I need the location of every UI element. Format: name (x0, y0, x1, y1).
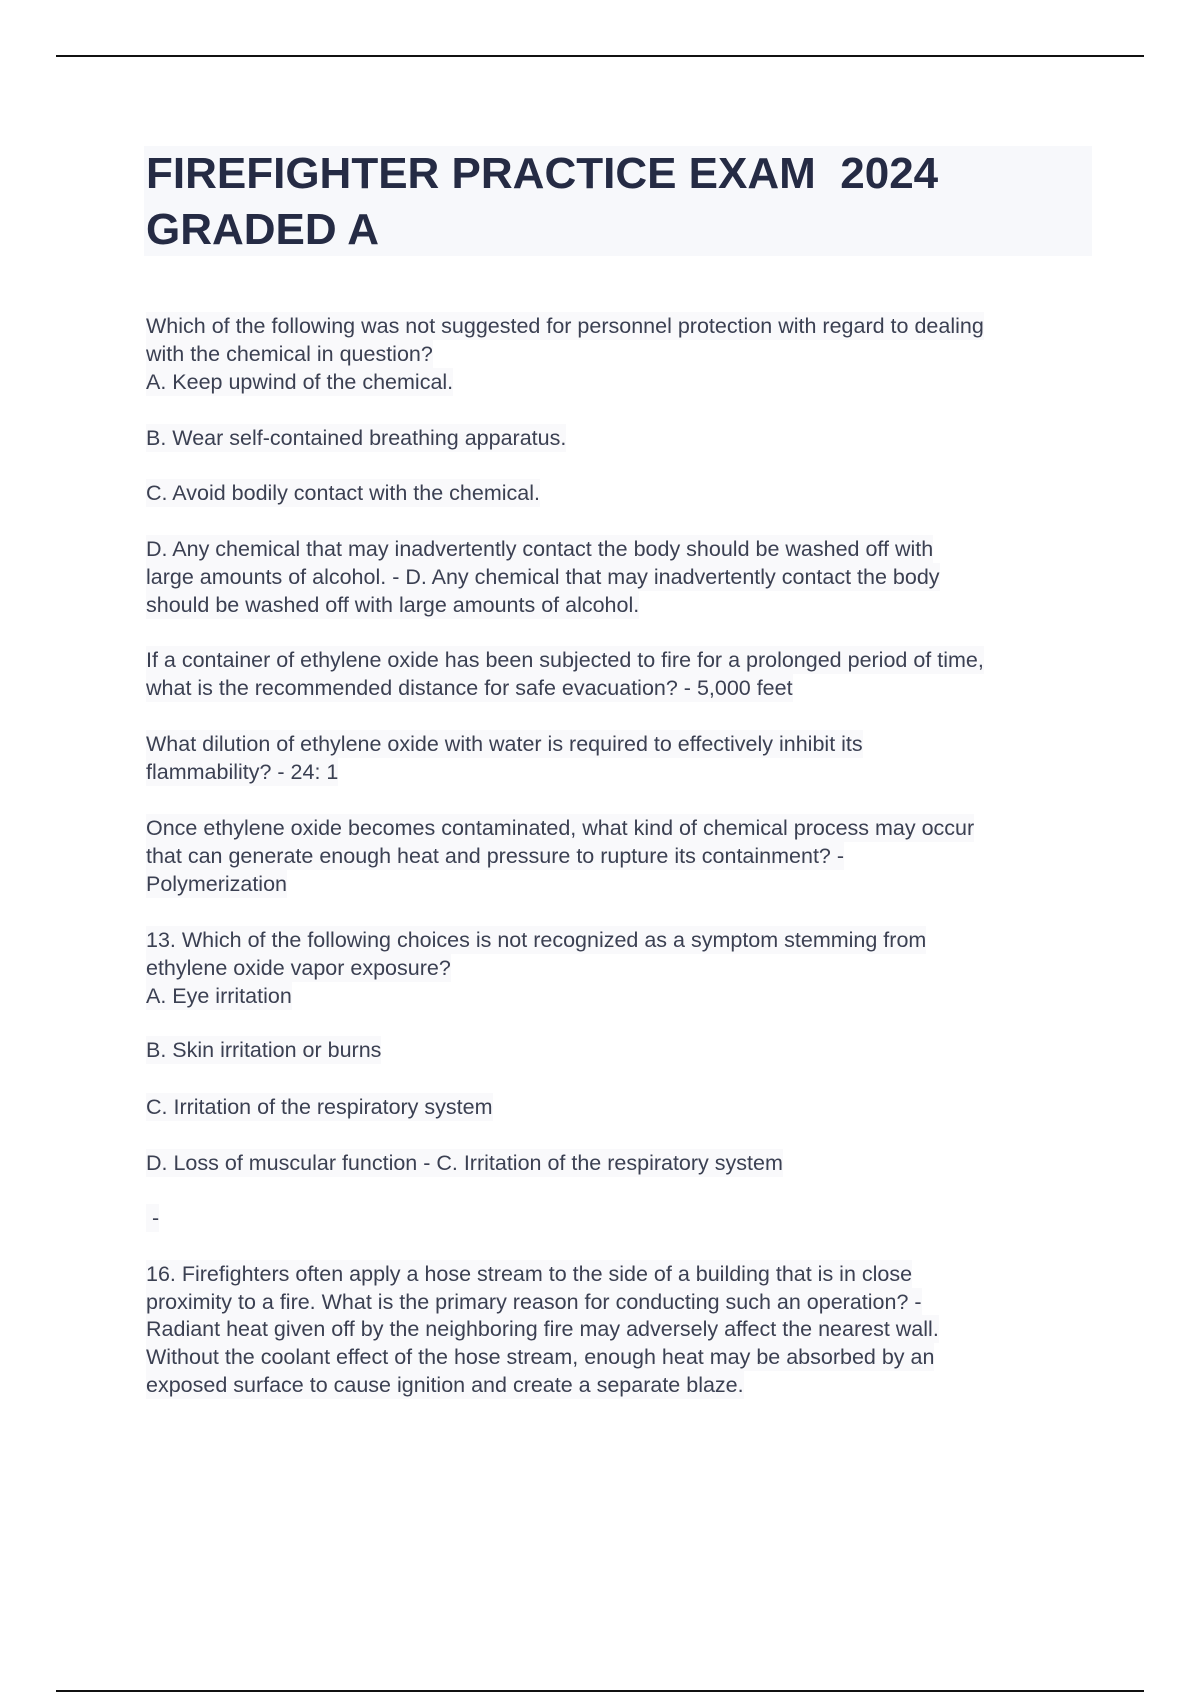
q16-line-3: Radiant heat given off by the neighboring fire may adversely affect the nearest wall. (146, 1317, 939, 1341)
q3-line-2: flammability? - 24: 1 (146, 760, 339, 784)
q13-text-line-1: 13. Which of the following choices is not recognized as a symptom stemming from (146, 928, 927, 952)
q13-text-line-2: ethylene oxide vapor exposure? (146, 956, 451, 980)
q1-option-c: C. Avoid bodily contact with the chemical. (146, 481, 540, 505)
title-line-1: FIREFIGHTER PRACTICE EXAM 2024 (146, 149, 939, 198)
q16-line-2: proximity to a fire. What is the primary reason for conducting such an operation? - (146, 1290, 922, 1314)
q1-option-d-line-2: large amounts of alcohol. - D. Any chemical that may inadvertently contact the body (146, 565, 940, 589)
q16-line-5: exposed surface to cause ignition and create a separate blaze. (146, 1373, 744, 1397)
q13-option-c: C. Irritation of the respiratory system (146, 1095, 493, 1119)
q4-line-3: Polymerization (146, 872, 287, 896)
top-divider (56, 55, 1144, 57)
q13-option-b: B. Skin irritation or burns (146, 1038, 382, 1062)
bottom-divider (56, 1690, 1144, 1692)
q1-text-line-1: Which of the following was not suggested for personnel protection with regard to dealing (146, 314, 984, 338)
q16-line-1: 16. Firefighters often apply a hose stream to the side of a building that is in close (146, 1262, 913, 1286)
q4-line-1: Once ethylene oxide becomes contaminated, what kind of chemical process may occur (146, 816, 975, 840)
q1-option-d-line-1: D. Any chemical that may inadvertently contact the body should be washed off with (146, 537, 934, 561)
q1-option-a: A. Keep upwind of the chemical. (146, 370, 454, 394)
q13-option-a: A. Eye irritation (146, 984, 292, 1008)
q13-option-d: D. Loss of muscular function - C. Irritation of the respiratory system (146, 1151, 783, 1175)
title-line-2: GRADED A (146, 205, 380, 254)
q3-line-1: What dilution of ethylene oxide with water is required to effectively inhibit its (146, 732, 863, 756)
q4-line-2: that can generate enough heat and pressure to rupture its containment? - (146, 844, 845, 868)
q1-option-d-line-3: should be washed off with large amounts of alcohol. (146, 593, 640, 617)
page-title (144, 146, 1092, 256)
q1-option-b: B. Wear self-contained breathing apparatus. (146, 426, 567, 450)
q2-line-2: what is the recommended distance for safe evacuation? - 5,000 feet (146, 676, 793, 700)
q16-line-4: Without the coolant effect of the hose stream, enough heat may be absorbed by an (146, 1345, 935, 1369)
q2-line-1: If a container of ethylene oxide has been subjected to fire for a prolonged period of time, (146, 648, 984, 672)
separator-dash: - (146, 1206, 160, 1230)
q1-text-line-2: with the chemical in question? (146, 342, 433, 366)
